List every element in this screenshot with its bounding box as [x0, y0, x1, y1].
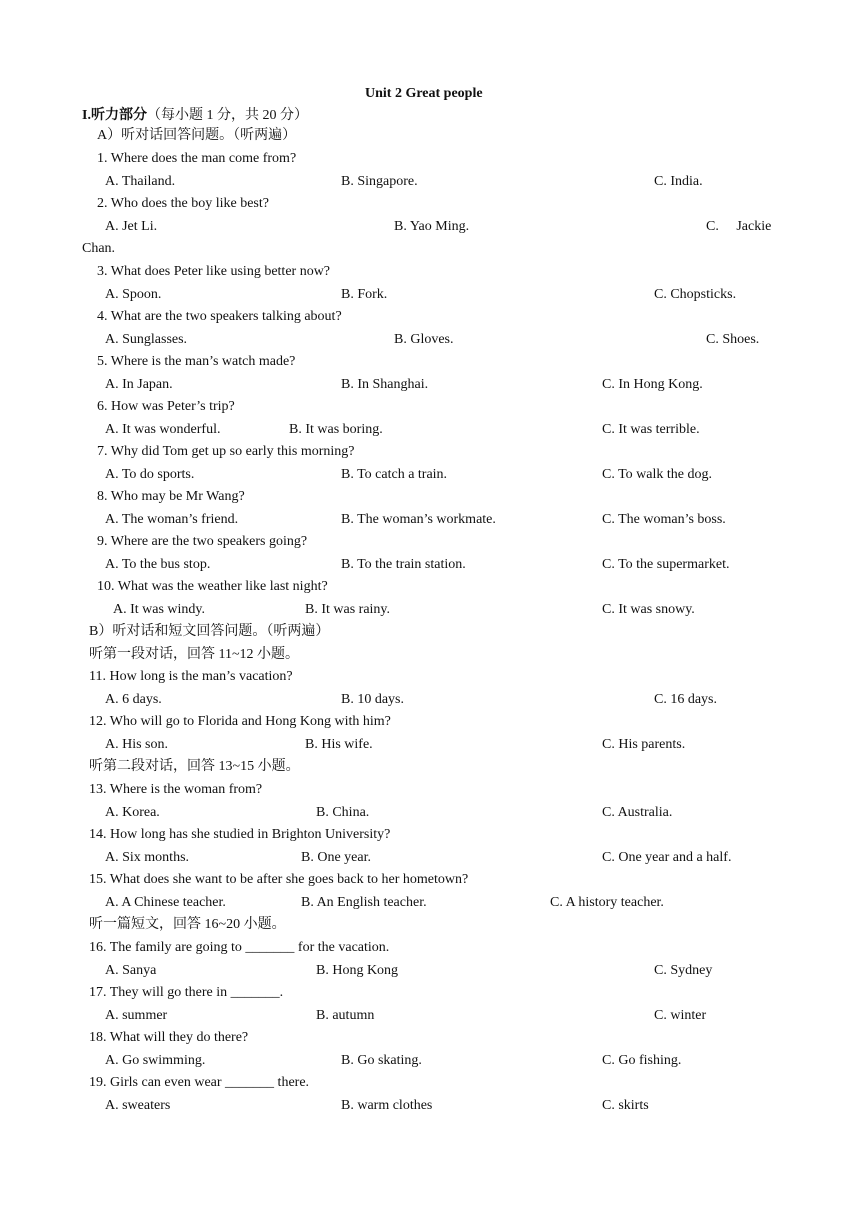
option-b: B. warm clothes	[341, 1098, 433, 1113]
option-a: A. Six months.	[105, 850, 190, 865]
option-a: A. 6 days.	[105, 692, 162, 707]
option-a: A. To the bus stop.	[105, 557, 211, 572]
question-text: 2. Who does the boy like best?	[97, 196, 269, 211]
option-a: A. Go swimming.	[105, 1053, 206, 1068]
option-b: B. 10 days.	[341, 692, 404, 707]
section-heading	[82, 107, 308, 125]
option-a: A. To do sports.	[105, 467, 195, 482]
option-b: B. It was rainy.	[305, 602, 391, 617]
option-c: C. It was terrible.	[602, 422, 700, 437]
section-label: I.听力部分	[82, 108, 147, 123]
option-b: B. His wife.	[305, 737, 373, 752]
option-c: C. Go fishing.	[602, 1053, 682, 1068]
option-a: A. Spoon.	[105, 287, 162, 302]
option-c: C. The woman’s boss.	[602, 512, 726, 527]
question-text: 18. What will they do there?	[89, 1030, 249, 1045]
question-text: 8. Who may be Mr Wang?	[97, 489, 245, 504]
option-c: C. skirts	[602, 1098, 649, 1113]
option-b: B. Hong Kong	[316, 963, 399, 978]
option-c: C. To walk the dog.	[602, 467, 712, 482]
question-text: 10. What was the weather like last night?	[97, 579, 328, 594]
question-text: 13. Where is the woman from?	[89, 782, 263, 797]
option-b: B. Fork.	[341, 287, 388, 302]
question-text: 11. How long is the man’s vacation?	[89, 669, 293, 684]
option-a: A. His son.	[105, 737, 169, 752]
question-text: 5. Where is the man’s watch made?	[97, 354, 296, 369]
option-c: C. To the supermarket.	[602, 557, 730, 572]
option-c-continued: Chan.	[82, 241, 116, 256]
option-c: C. India.	[654, 174, 703, 189]
question-text: 17. They will go there in _______.	[89, 985, 284, 1000]
option-b: B. An English teacher.	[301, 895, 427, 910]
option-c: C. winter	[654, 1008, 707, 1023]
dialog-2-instruction: 听第二段对话，回答 13~15 小题。	[89, 759, 300, 774]
option-b: B. Go skating.	[341, 1053, 422, 1068]
option-c: C. Jackie	[706, 219, 772, 234]
option-a: A. In Japan.	[105, 377, 173, 392]
option-c: C. Shoes.	[706, 332, 760, 347]
option-b: B. In Shanghai.	[341, 377, 429, 392]
dialog-1-instruction: 听第一段对话，回答 11~12 小题。	[89, 647, 300, 662]
option-a: A. summer	[105, 1008, 168, 1023]
option-c: C. Chopsticks.	[654, 287, 737, 302]
option-b: B. The woman’s workmate.	[341, 512, 496, 527]
option-a: A. Sunglasses.	[105, 332, 188, 347]
option-b: B. China.	[316, 805, 370, 820]
option-b: B. One year.	[301, 850, 371, 865]
question-text: 6. How was Peter’s trip?	[97, 399, 235, 414]
passage-instruction: 听一篇短文，回答 16~20 小题。	[89, 917, 286, 932]
question-text: 12. Who will go to Florida and Hong Kong with him?	[89, 714, 391, 729]
option-c: C. Australia.	[602, 805, 673, 820]
question-text: 3. What does Peter like using better now?	[97, 264, 331, 279]
option-a: A. A Chinese teacher.	[105, 895, 226, 910]
option-c: C. His parents.	[602, 737, 686, 752]
option-a: A. The woman’s friend.	[105, 512, 239, 527]
option-c: C. 16 days.	[654, 692, 717, 707]
part-b-heading: B）听对话和短文回答问题。（听两遍）	[89, 624, 330, 639]
option-a: A. Korea.	[105, 805, 160, 820]
option-b: B. autumn	[316, 1008, 375, 1023]
option-a: A. Thailand.	[105, 174, 176, 189]
option-b: B. Gloves.	[394, 332, 454, 347]
option-c: C. In Hong Kong.	[602, 377, 703, 392]
option-b: B. To the train station.	[341, 557, 466, 572]
question-text: 14. How long has she studied in Brighton University?	[89, 827, 391, 842]
option-a: A. sweaters	[105, 1098, 171, 1113]
question-text: 19. Girls can even wear _______ there.	[89, 1075, 310, 1090]
question-text: 7. Why did Tom get up so early this morning?	[97, 444, 355, 459]
option-a: A. Sanya	[105, 963, 157, 978]
option-b: B. To catch a train.	[341, 467, 448, 482]
section-note: （每小题 1 分，共 20 分）	[146, 108, 308, 123]
page-title: Unit 2 Great people	[365, 86, 483, 101]
question-text: 15. What does she want to be after she goes back to her hometown?	[89, 872, 469, 887]
question-text: 4. What are the two speakers talking about?	[97, 309, 342, 324]
option-a: A. It was windy.	[113, 602, 206, 617]
question-text: 16. The family are going to _______ for the vacation.	[89, 940, 390, 955]
option-b: B. Singapore.	[341, 174, 418, 189]
option-b: B. Yao Ming.	[394, 219, 470, 234]
option-c: C. A history teacher.	[550, 895, 664, 910]
part-a-heading: A）听对话回答问题。（听两遍）	[97, 128, 297, 143]
option-b: B. It was boring.	[289, 422, 383, 437]
question-text: 1. Where does the man come from?	[97, 151, 297, 166]
option-a: A. It was wonderful.	[105, 422, 221, 437]
option-c: C. One year and a half.	[602, 850, 732, 865]
option-c: C. Sydney	[654, 963, 713, 978]
question-text: 9. Where are the two speakers going?	[97, 534, 308, 549]
option-c: C. It was snowy.	[602, 602, 695, 617]
option-a: A. Jet Li.	[105, 219, 158, 234]
